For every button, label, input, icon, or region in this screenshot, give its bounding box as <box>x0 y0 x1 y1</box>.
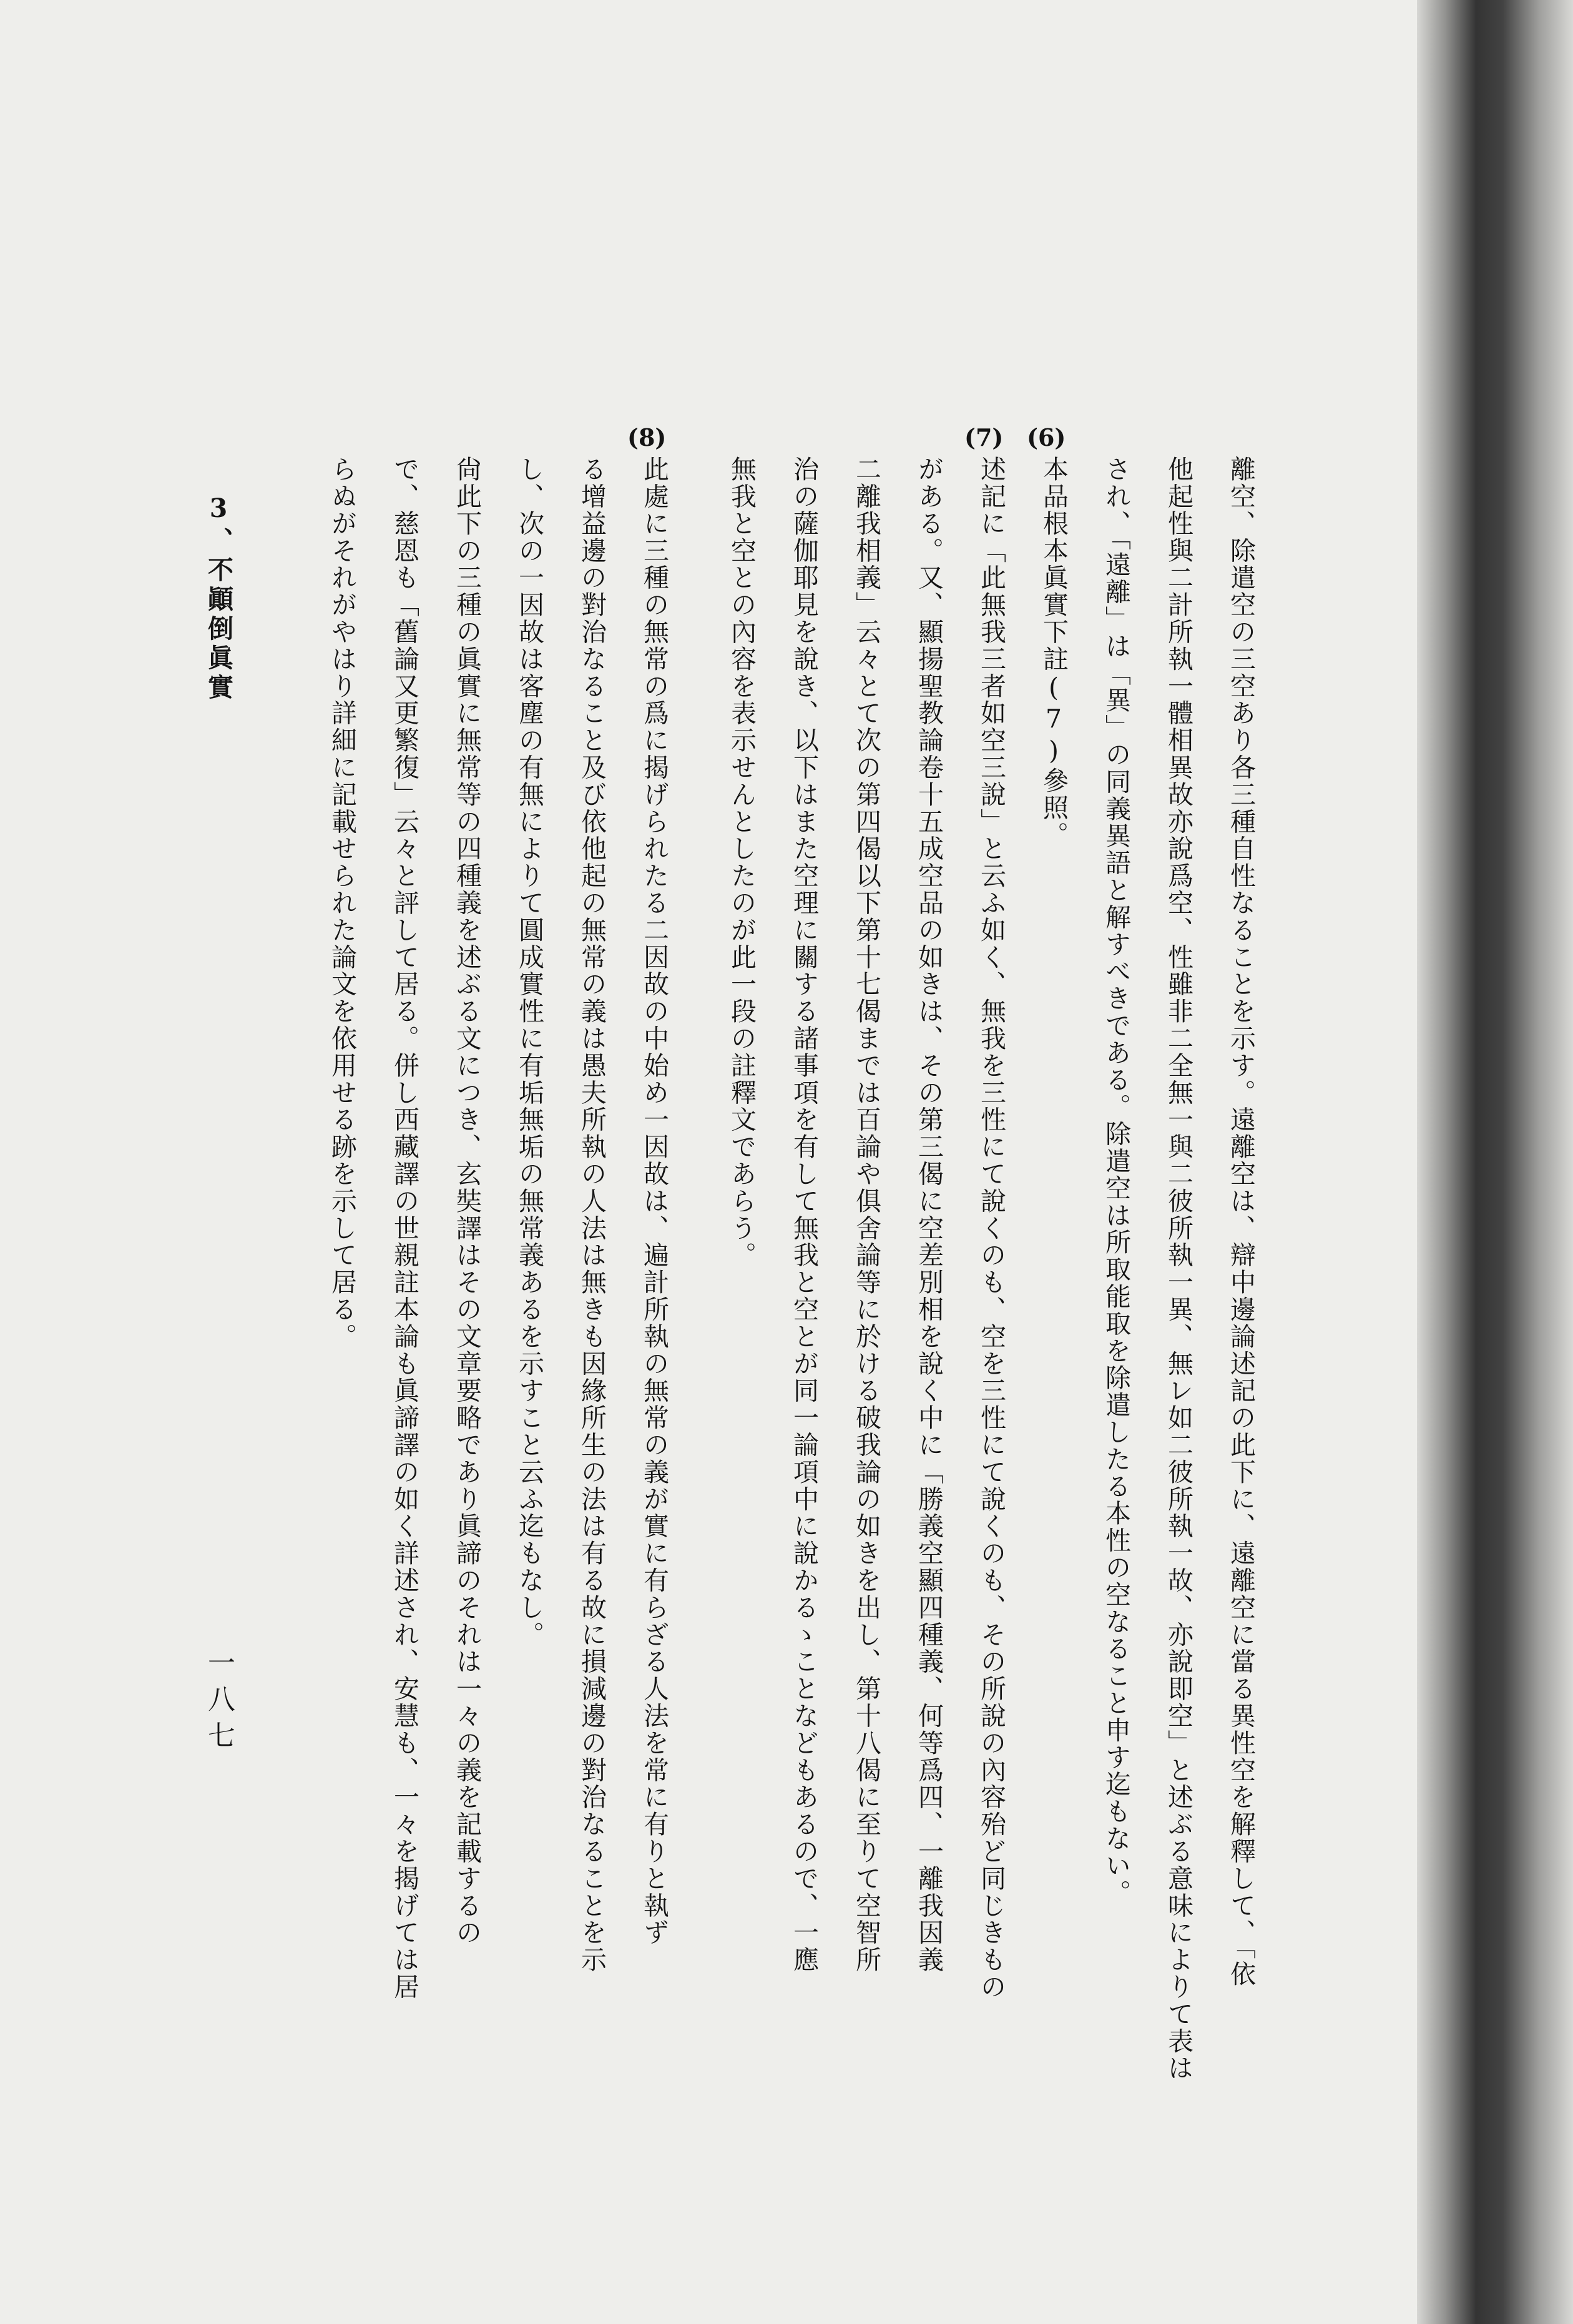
text-line: 無我と空との內容を表示せんとしたのが此一段の註釋文であらう。 <box>727 456 757 1269</box>
text-line: 述記に「此無我三者如空三說」と云ふ如く、無我を三性にて說くのも、空を三性にて說くのも、その所說の內容殆ど同じきもの <box>976 456 1006 2001</box>
note-marker: (6) <box>1027 423 1066 451</box>
book-gutter-shadow <box>1417 0 1573 2324</box>
text-line: らぬがそれがやはり詳細に記載せられた論文を依用せる跡を示して居る。 <box>327 456 357 1351</box>
text-line: 他起性與二計所執一體相異故亦說爲空、性雖非二全無一與二彼所執一異、無レ如二彼所執一故、亦說即空」と述ぶる意味によりて表は <box>1164 456 1193 2082</box>
text-line: され、「遠離」は「異」の同義異語と解すべきである。除遣空は所取能取を除遣したる本性の空なること申す迄もない。 <box>1101 456 1131 1907</box>
text-line: 此處に三種の無常の爲に揭げられたる二因故の中始め一因故は、遍計所執の無常の義が實に有らざる人法を常に有りと執ず <box>639 456 669 1946</box>
text-line: 尙此下の三種の眞實に無常等の四種義を述ぶる文につき、玄奘譯はその文章要略であり眞諦のそれは一々の義を記載するの <box>452 456 482 1946</box>
text-line: 治の薩伽耶見を說き、以下はまた空理に關する諸事項を有して無我と空とが同一論項中に說かるゝことなどもあるので、一應 <box>789 456 819 1974</box>
text-line: し、次の一因故は客塵の有無によりて圓成實性に有垢無垢の無常義あるを示すこと云ふ迄もなし。 <box>514 456 544 1648</box>
text-line: がある。又、顯揚聖教論卷十五成空品の如きは、その第三偈に空差別相を說く中に「勝義空顯四種義、何等爲四、一離我因義 <box>914 456 944 1974</box>
page-number: 一八七 <box>203 1648 235 1757</box>
section-heading: 3、不顚倒眞實 <box>203 493 233 703</box>
note-marker: (8) <box>627 423 667 451</box>
note-marker: (7) <box>964 423 1004 451</box>
text-line: で、慈恩も「舊論又更繁復」云々と評して居る。併し西藏譯の世親註本論も眞諦譯の如く詳述され、安慧も、一々を揭げては居 <box>390 456 419 2001</box>
text-line: 本品根本眞實下註(7)參照。 <box>1039 456 1069 849</box>
text-line: る增益邊の對治なること及び依他起の無常の義は愚夫所執の人法は無きも因緣所生の法は有る故に損減邊の對治なることを示 <box>577 456 607 1974</box>
text-line: 離空、除遣空の三空あり各三種自性なることを示す。遠離空は、辯中邊論述記の此下に、遠離空に當る異性空を解釋して、「依 <box>1226 456 1256 1988</box>
text-line: 二離我相義」云々とて次の第四偈以下第十七偈までは百論や俱舍論等に於ける破我論の如きを出し、第十八偈に至りて空智所 <box>851 456 881 1974</box>
